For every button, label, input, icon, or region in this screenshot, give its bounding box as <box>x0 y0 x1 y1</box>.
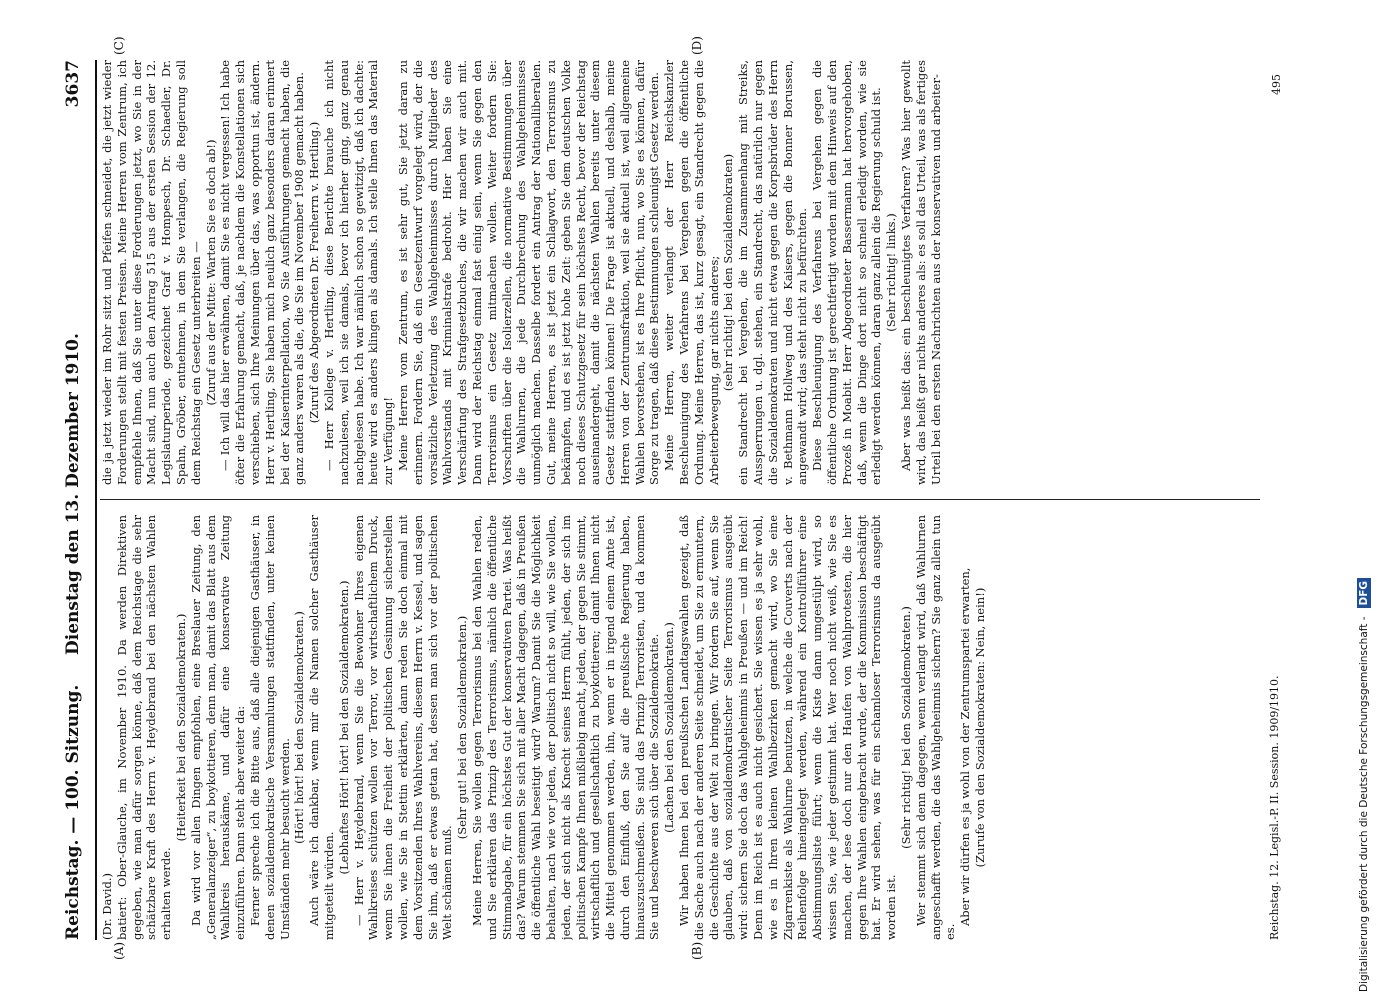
interjection: (sehr richtig! bei den Sozialdemokraten) <box>721 153 736 392</box>
page-number: 3637 <box>63 60 83 108</box>
interjection: (Zuruf des Abgeordneten Dr. Freiherrn v. Hertling.) <box>307 121 322 424</box>
marker-d: (D) <box>690 36 704 55</box>
paragraph: Aber wir dürfen es ja wohl von der Zentrumspartei erwarten, <box>958 567 973 926</box>
interjection: (Lebhaftes Hört! hört! bei den Sozialdemokraten.) <box>336 580 351 875</box>
column-divider <box>100 499 1260 500</box>
marker-c: (C) <box>112 36 126 55</box>
marker-b: (B) <box>690 941 704 960</box>
paragraph: Meine Herren, Sie wollen gegen Terrorismus bei den Wahlen reden, und Sie erklären das Prinzip des Terrorismus, nämlich die öffentliche Stimmabgabe, für ein höchstes Gut der konservativen Partei. Was heißt das? Warum stemmen Sie sich mit aller Macht dagegen, daß in Preußen die öffentliche Wahl beseitigt wird? Warum? Damit Sie die Möglichkeit behalten, nach wie vor jeden, der politisch nicht so will, wie Sie wollen, jeden, der sich nicht als Knecht seines Herrn fühlt, jeden, der sich im politischen Kampfe Ihnen mißliebig macht, jeden, der gegen Sie stimmt, wirtschaftlich und gesellschaftlich zu boykottieren; damit Ihnen nicht die Mittel genommen werden, ihn, wenn er in irgend einem Amte ist, durch den Einfluß, den Sie auf die preußische Regierung haben, hinauszuschmeißen. Sie sind das Prinzip Terroristen, und da kommen Sie und beschweren sich über die Sozialdemokratie. <box>469 515 662 940</box>
paragraph: Aber was heißt das: ein beschleunigtes Verfahren? Was hier gewollt wird, das heißt gar nichts anderes als: es soll das Urteil, was als fertiges Urteil bei den ersten Nachrichten aus der konservativen und arbeiter- <box>899 60 943 485</box>
interjection: (Sehr richtig! links.) <box>884 213 899 332</box>
paragraph: Meine Herren vom Zentrum, es ist sehr gut, Sie jetzt daran zu erinnern. Fordern Sie, daß ein Gesetzentwurf vorgelegt wird, der die vorsätzliche Verletzung des Wahlgeheimnisses durch Mitglieder des Wahlvorstands mit Kriminalstrafe bedroht. Hier haben Sie eine Verschärfung des Strafgesetzbuches, die wir machen wir auch mit. Dann wird der Reichstag einmal fast einig sein, wenn Sie gegen den Terrorismus ein Gesetz mitmachen wollen. Weiter fordern Sie: Vorschriften über die Isolierzellen, die normative Bestimmungen über die Wahlurnen, die jede Durchbrechung des Wahlgeheimnisses unmöglich machen. Dasselbe fordert ein Antrag der Nationalliberalen. Gut, meine Herren, es ist jetzt ein Schlagwort, den Terrorismus zu bekämpfen, und es ist jetzt hohe Zeit: geben Sie dem deutschen Volke noch dieses Schutzgesetz für sein höchstes Recht, bevor der Reichstag auseinandergeht, damit die nächsten Wahlen bereits unter diesem Gesetz stattfinden können! Die Frage ist aktuell, und deshalb, meine Herren von der Zentrumsfraktion, weil sie aktuell ist, weil allgemeine Wahlen bevorstehen, ist es Ihre Pflicht, nun, wo Sie es können, dafür Sorge zu tragen, daß diese Bestimmungen schleunigst Gesetz werden. <box>395 60 662 485</box>
dfg-logo: DFG <box>1357 578 1371 609</box>
paragraph: Meine Herren, weiter verlangt der Herr Reichskanzler Beschleunigung des Verfahrens bei Vergehen gegen die öffentliche Ordnung. Meine Herren, das ist, kurz gesagt, ein Standrecht gegen die Arbeiterbewegung, gar nichts anderes; <box>662 60 721 485</box>
page-header <box>55 60 97 940</box>
interjection: (Lachen bei den Sozialdemokraten.) <box>662 622 677 833</box>
paragraph: Diese Beschleunigung des Verfahrens bei Vergehen gegen die öffentliche Ordnung ist gerechtfertigt worden mit dem Hinweis auf den Prozeß in Moabit. Herr Abgeordneter Bassermann hat hervorgehoben, daß, wenn die Dinge dort nicht so schnell erledigt worden, wie sie erledigt werden können, daran ganz allein die Regierung schuld ist. <box>810 60 884 485</box>
paragraph: batiert: Ober-Glauche, im November 1910. Da werden Direktiven gegeben, wie man dafür sorgen könne, daß dem Reichstage die sehr schätzbare Kraft des Herrn v. Heydebrand bei den nächsten Wahlen erhalten werde. <box>114 515 174 940</box>
interjection: (Hört! hört! bei den Sozialdemokraten.) <box>292 611 307 844</box>
interjection: (Sehr richtig! bei den Sozialdemokraten.) <box>899 606 914 849</box>
interjection: (Zurufe von den Sozialdemokraten: Nein, nein!) <box>973 587 988 868</box>
footer: Reichstag. 12. Legisl.-P. II. Session. 1909/1910. <box>1268 675 1281 940</box>
paragraph: ein Standrecht bei Vergehen, die im Zusammenhang mit Streiks, Aussperrungen u. dgl. stehen, ein Standrecht, das natürlich nur gegen die Sozialdemokraten und nicht etwa gegen die Korpsbrüder des Herrn v. Bethmann Hollweg und des Kaisers, gegen die Bonner Borussen, angewandt wird; das steht nicht zu befürchten. <box>736 60 810 485</box>
digitization-note <box>1350 8 1378 992</box>
paragraph: Da wird vor allen Dingen empfohlen, eine Breslauer Zeitung, den „Generalanzeiger“, zu boykottieren, denn man, damit das Blatt aus dem Wahlkreis herauskäme, und dafür eine konservative Zeitung einzuführen. Dann steht aber weiter da: <box>188 515 248 940</box>
paragraph: — Herr Kollege v. Hertling, diese Berichte brauche ich nicht nachzulesen, weil ich sie damals, bevor ich hierher ging, ganz genau nachgelesen habe. Ich war nämlich schon so gewitzigt, daß ich dachte: heute wird es anders klingen als damals. Ich stelle Ihnen das Material zur Verfügung! <box>321 60 396 485</box>
paragraph: — Herr v. Heydebrand, wenn Sie die Bewohner Ihres eigenen Wahlkreises schützen wollen vor Terror, vor wirtschaftlichem Druck, wenn Sie ihnen die Freiheit der politischen Gesinnung sicherstellen wollen, wie Sie in Stettin erklärten, dann reden Sie doch einmal mit dem Vorsitzenden Ihres Wahlvereins, diesem Herrn v. Kessel, und sagen Sie ihm, daß er etwas getan hat, dessen man sich vor der politischen Welt schämen muß. <box>351 515 455 940</box>
paragraph: (Dr. David.) <box>100 872 114 940</box>
interjection: (Heiterkeit bei den Sozialdemokraten.) <box>173 613 188 842</box>
marker-a: (A) <box>112 941 126 960</box>
sheet-number: 495 <box>1270 74 1283 95</box>
header-session: Reichstag. — 100. Sitzung. <box>63 684 83 940</box>
paragraph: Auch wäre ich dankbar, wenn mir die Namen solcher Gasthäuser mitgeteilt würden. <box>307 515 336 940</box>
paragraph: die ja jetzt wieder im Rohr sitzt und Pfeifen schneidet, die jetzt wieder Forderungen stellt mit festen Preisen. Meine Herren vom Zentrum, ich empfehle Ihnen, daß Sie unter diese Forderungen jetzt, wo Sie in der Macht sind, nun auch den Antrag 515 aus der ersten Session der 12. Legislaturperiode, gezeichnet Graf v. Hompesch, Dr. Schaedler, Dr. Spahn, Gröber, entnehmen, in dem Sie verlangen, die Regierung soll dem Reichstag ein Gesetz unterbreiten — <box>100 60 203 485</box>
paragraph: Wer stemmt sich denn dagegen, wenn verlangt wird, daß Wahlurnen angeschafft werden, die das Wahlgeheimnis sichern? Sie ganz allein tun es. <box>913 515 958 940</box>
paragraph: — Ich will das hier erwähnen, damit Sie es nicht vergessen! Ich habe öfter die Erfahrung gemacht, daß, je nachdem die Konstellationen sich verschieben, sich Ihre Meinungen über das, was opportun ist, ändern. Herr v. Hertling, Sie haben mich neulich ganz besonders daran erinnert bei der Kaiserinterpellation, wo Sie Ausführungen gemacht haben, die ganz anders waren als die, die Sie im November 1908 gemacht haben. <box>218 60 307 485</box>
paragraph: Wir haben Ihnen bei den preußischen Landtagswahlen gezeigt, daß die Sache auch nach der anderen Seite schneidet, um Sie zu ermuntern, die Geschichte aus der Welt zu bringen. Wir fordern Sie auf, wenn Sie glauben, daß von sozialdemokratischer Seite Terrorismus ausgeübt wird: sichern Sie doch das Wahlgeheimnis in Preußen — und im Reich! Denn im Reich ist es auch nicht gesichert. Sie wissen es ja sehr wohl, wie es in Ihren kleinen Wahlbezirken gemacht wird, wo Sie eine Zigarrenkiste als Wahlurne benutzen, in welche die Couverts nach der Reihenfolge hineingelegt werden, während ein Kontrollführer eine Abstimmungsliste führt; wenn die Kiste dann umgestülpt wird, so wissen Sie, wie jeder gestimmt hat. Wer noch nicht weiß, wie Sie es machen, der lese doch nur den Haufen von Wahlprotesten, die hier gegen Ihre Wahlen eingebracht wurde, der die Kommission beschäftigt hat. Er wird sehen, was für ein schamloser Terrorismus da ausgeübt worden ist. <box>677 515 899 940</box>
header-date: Dienstag den 13. Dezember 1910. <box>63 333 83 655</box>
interjection: (Zuruf aus der Mitte: Warten Sie es doch ab!) <box>203 139 218 406</box>
digitization-text: Digitalisierung gefördert durch die Deutsche Forschungsgemeinschaft - <box>1358 616 1370 992</box>
right-column <box>100 60 1260 485</box>
left-column <box>100 515 1260 940</box>
interjection: (Sehr gut! bei den Sozialdemokraten.) <box>455 615 470 840</box>
paragraph: Ferner spreche ich die Bitte aus, daß alle diejenigen Gasthäuser, in denen sozialdemokratische Versammlungen stattfinden, unter keinen Umständen mehr besucht werden. <box>247 515 292 940</box>
